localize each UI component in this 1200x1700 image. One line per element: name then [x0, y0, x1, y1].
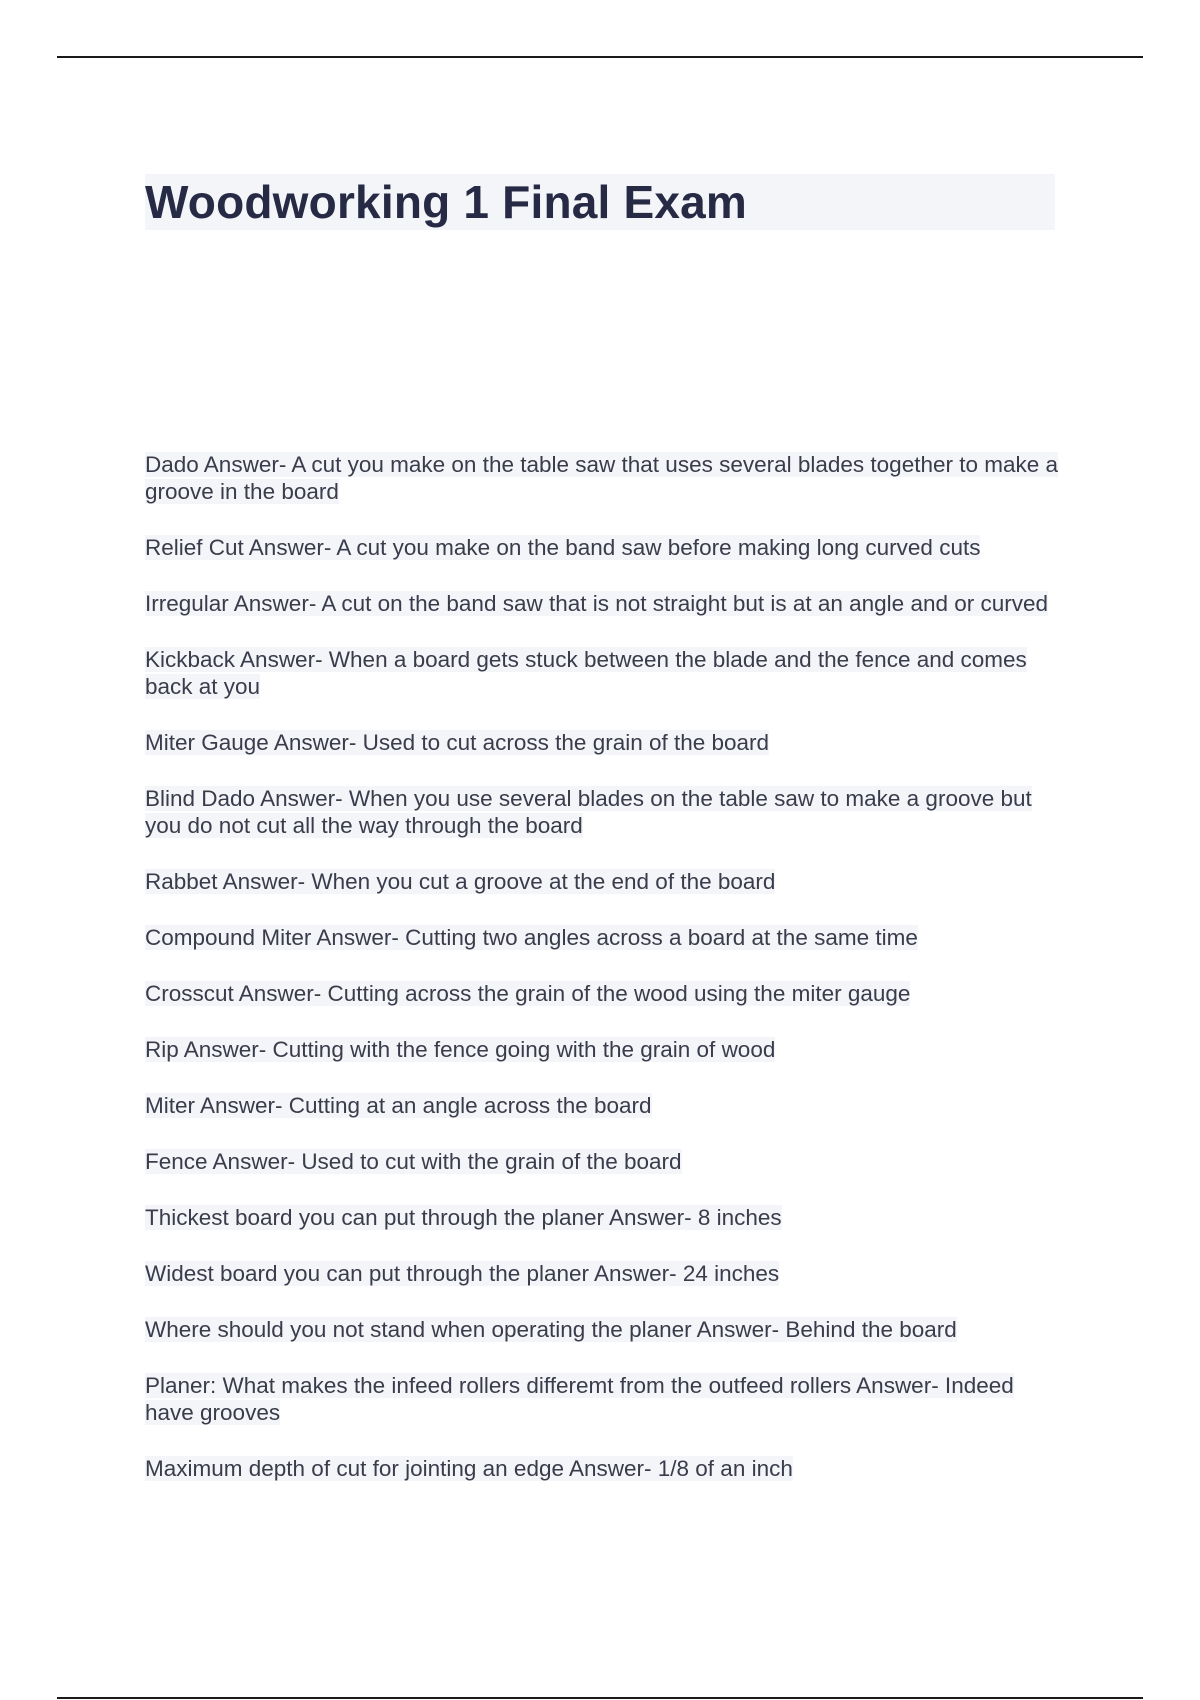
qa-text: Kickback Answer- When a board gets stuck between the blade and the fence and comes back at you	[145, 647, 1027, 699]
qa-item-fence	[145, 1148, 1060, 1175]
qa-item-planer-rollers	[145, 1372, 1060, 1426]
qa-item-miter	[145, 1092, 1060, 1119]
qa-item-crosscut	[145, 980, 1060, 1007]
qa-item-widest-board	[145, 1260, 1060, 1287]
qa-item-max-depth	[145, 1455, 1060, 1482]
qa-item-blind-dado	[145, 785, 1060, 839]
qa-item-compound-miter	[145, 924, 1060, 951]
qa-item-miter-gauge	[145, 729, 1060, 756]
qa-item-thickest-board	[145, 1204, 1060, 1231]
qa-text: Blind Dado Answer- When you use several blades on the table saw to make a groove but you do not cut all the way through the board	[145, 786, 1032, 838]
qa-text: Crosscut Answer- Cutting across the grain of the wood using the miter gauge	[145, 981, 911, 1006]
qa-text: Miter Gauge Answer- Used to cut across the grain of the board	[145, 730, 770, 755]
qa-text: Thickest board you can put through the planer Answer- 8 inches	[145, 1205, 782, 1230]
qa-item-rip	[145, 1036, 1060, 1063]
qa-text: Maximum depth of cut for jointing an edge Answer- 1/8 of an inch	[145, 1456, 793, 1481]
qa-text: Relief Cut Answer- A cut you make on the band saw before making long curved cuts	[145, 535, 981, 560]
qa-text: Miter Answer- Cutting at an angle across the board	[145, 1093, 652, 1118]
qa-text: Compound Miter Answer- Cutting two angles across a board at the same time	[145, 925, 918, 950]
qa-text: Fence Answer- Used to cut with the grain of the board	[145, 1149, 682, 1174]
qa-list	[145, 451, 1060, 1511]
qa-text: Dado Answer- A cut you make on the table saw that uses several blades together to make a groove in the board	[145, 452, 1059, 504]
header-rule	[57, 56, 1143, 58]
page-title: Woodworking 1 Final Exam	[145, 176, 748, 228]
qa-text: Where should you not stand when operating the planer Answer- Behind the board	[145, 1317, 957, 1342]
footer-rule	[57, 1697, 1143, 1699]
qa-text: Widest board you can put through the planer Answer- 24 inches	[145, 1261, 780, 1286]
qa-item-planer-stand	[145, 1316, 1060, 1343]
qa-item-rabbet	[145, 868, 1060, 895]
qa-item-irregular	[145, 590, 1060, 617]
qa-text: Rip Answer- Cutting with the fence going with the grain of wood	[145, 1037, 776, 1062]
qa-item-kickback	[145, 646, 1060, 700]
qa-item-dado	[145, 451, 1060, 505]
qa-text: Irregular Answer- A cut on the band saw that is not straight but is at an angle and or curved	[145, 591, 1049, 616]
qa-text: Planer: What makes the infeed rollers differemt from the outfeed rollers Answer- Indeed have grooves	[145, 1373, 1014, 1425]
qa-text: Rabbet Answer- When you cut a groove at the end of the board	[145, 869, 776, 894]
qa-item-relief-cut	[145, 534, 1060, 561]
